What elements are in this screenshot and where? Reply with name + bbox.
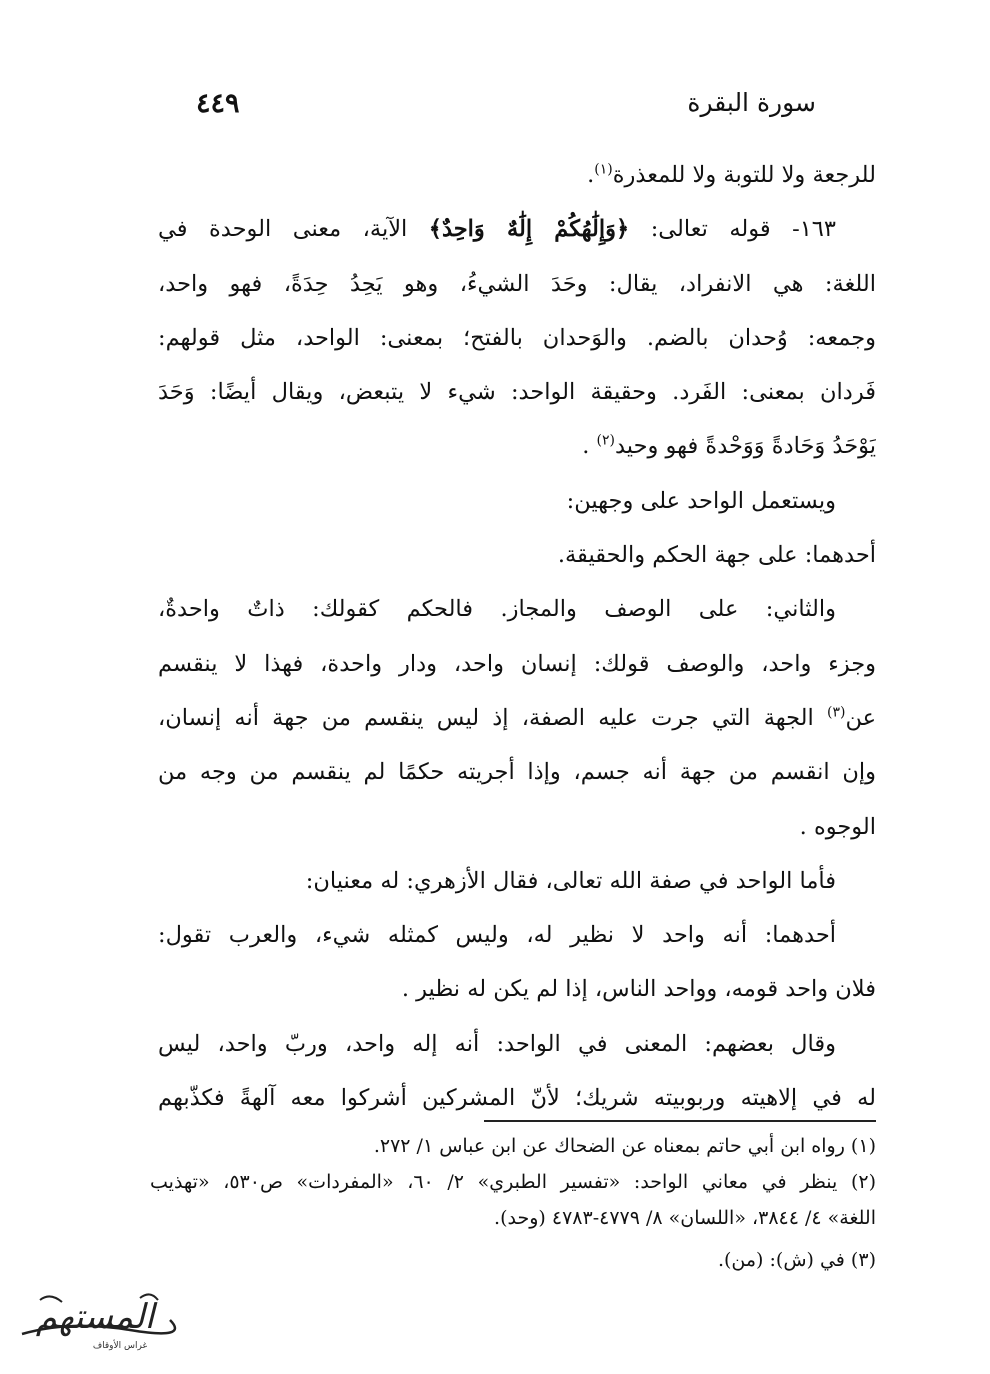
text-line: وإن انقسم من جهة أنه جسم، وإذا أجريته حكمًا لم ينقسم من وجه من bbox=[158, 759, 876, 786]
logo-small-text: غراس الأوقاف bbox=[92, 1341, 148, 1351]
text-line: عن$^{(٣)}$ الجهة التي جرت عليه الصفة، إذ ليس ينقسم من جهة أنه إنسان، bbox=[158, 704, 876, 731]
footnote-3: (٣) في (ش): (من). bbox=[717, 1249, 876, 1271]
surah-title: سورة البقرة bbox=[687, 88, 816, 117]
footnotes bbox=[150, 1128, 876, 1278]
text-line: أحدهما: على جهة الحكم والحقيقة. bbox=[557, 542, 876, 569]
text-line: للرجعة ولا للتوبة ولا للمعذرة$^{(١)}$. bbox=[587, 161, 876, 188]
text-line: يَوْحَدُ وَحَادةً وَوَحْدةً فهو وحيد$^{(٢)}$ . bbox=[582, 432, 876, 460]
footnote-1: (١) رواه ابن أبي حاتم بمعناه عن الضحاك عن ابن عباس ١/ ٢٧٢. bbox=[373, 1135, 876, 1157]
quran-verse: ﴿وَإِلَٰهُكُمْ إِلَٰهٌ وَاحِدٌ﴾ bbox=[428, 216, 630, 243]
footnote-divider bbox=[484, 1120, 876, 1122]
publisher-logo bbox=[10, 1290, 180, 1354]
footnote-2-continued: اللغة» ٤/ ٣٨٤٤، «اللسان» ٨/ ٤٧٧٩-٤٧٨٣ (وحد). bbox=[494, 1207, 876, 1229]
footnote-ref[interactable]: (١) bbox=[594, 161, 613, 178]
text-line: فلان واحد قومه، وواحد الناس، إذا لم يكن له نظير . bbox=[401, 976, 876, 1003]
text-line: الوجوه . bbox=[799, 813, 876, 840]
text-line: فأما الواحد في صفة الله تعالى، فقال الأزهري: له معنيان: bbox=[305, 867, 836, 894]
page-number: ٤٤٩ bbox=[196, 88, 240, 119]
text-line: وجزء واحد، والوصف قولك: إنسان واحد، ودار واحدة، فهذا لا ينقسم bbox=[158, 650, 876, 677]
footnote-2: (٢) ينظر في معاني الواحد: «تفسير الطبري» ٢/ ٦٠، «المفردات» ص٥٣٠، «تهذيب bbox=[150, 1171, 876, 1193]
text-line: ١٦٣- قوله تعالى: ﴿وَإِلَٰهُكُمْ إِلَٰهٌ وَاحِدٌ﴾ الآية، معنى الوحدة في bbox=[158, 216, 836, 243]
text-line: أحدهما: أنه واحد لا نظير له، وليس كمثله شيء، والعرب تقول: bbox=[158, 922, 836, 949]
text-line: له في إلاهيته وربوبيته شريك؛ لأنّ المشركين أشركوا معه آلهةً فكذّبهم bbox=[158, 1085, 876, 1112]
page-header bbox=[196, 88, 816, 132]
footnote-ref[interactable]: (٣) bbox=[826, 704, 846, 721]
text-line: اللغة: هي الانفراد، يقال: وحَدَ الشيءُ، وهو يَحِدُ حِدَةً، فهو واحد، bbox=[158, 270, 876, 297]
text-line: ويستعمل الواحد على وجهين: bbox=[566, 487, 836, 514]
logo-main-text: المستهم bbox=[35, 1297, 155, 1337]
text-line: وجمعه: وُحدان بالضم. والوَحدان بالفتح؛ بمعنى: الواحد، مثل قولهم: bbox=[158, 324, 876, 351]
text-line: والثاني: على الوصف والمجاز. فالحكم كقولك: ذاتٌ واحدةٌ، bbox=[158, 596, 836, 623]
calligraphy-logo-icon bbox=[10, 1290, 180, 1354]
text-line: فَردان بمعنى: الفَرد. وحقيقة الواحد: شيء لا يتبعض، ويقال أيضًا: وَحَدَ bbox=[158, 379, 876, 406]
footnote-ref[interactable]: (٢) bbox=[596, 432, 615, 449]
main-text bbox=[158, 148, 876, 1125]
text-line: وقال بعضهم: المعنى في الواحد: أنه إله واحد، وربّ واحد، ليس bbox=[158, 1030, 836, 1057]
